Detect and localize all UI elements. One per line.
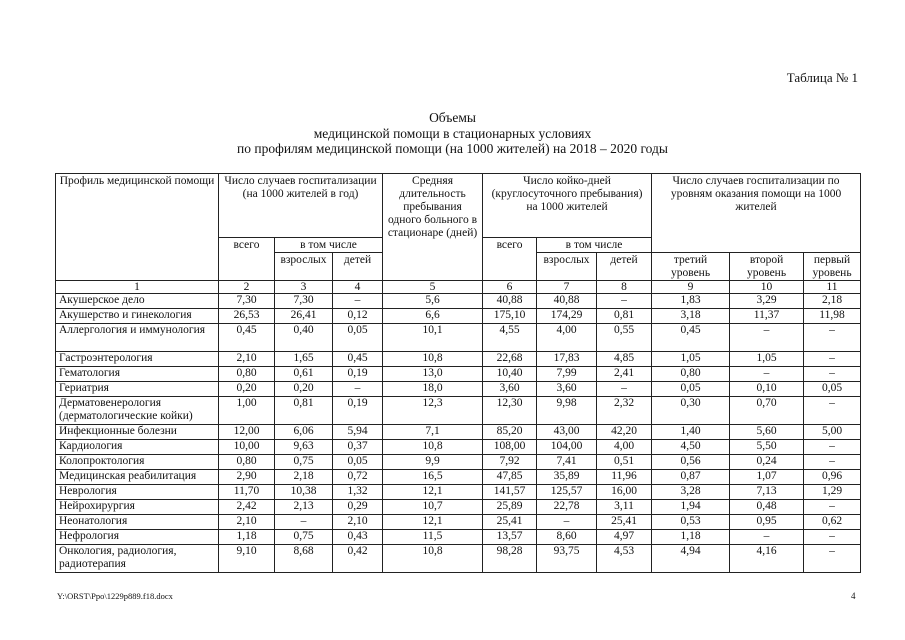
row-value-cell: 0,75	[275, 455, 333, 470]
row-value-cell: –	[730, 367, 804, 382]
row-value-cell: 0,29	[333, 500, 383, 515]
row-value-cell: 0,19	[333, 397, 383, 425]
row-value-cell: 9,98	[537, 397, 597, 425]
row-value-cell: 0,81	[597, 309, 652, 324]
column-number: 6	[483, 281, 537, 294]
row-value-cell: 2,18	[275, 470, 333, 485]
row-value-cell: –	[537, 515, 597, 530]
row-value-cell: –	[804, 545, 861, 573]
row-profile-name: Дерматовенерология (дерматологические койки)	[56, 397, 219, 425]
row-value-cell: 174,29	[537, 309, 597, 324]
row-value-cell: 10,7	[383, 500, 483, 515]
row-value-cell: –	[804, 500, 861, 515]
row-profile-name: Колопроктология	[56, 455, 219, 470]
row-profile-name: Акушерство и гинекология	[56, 309, 219, 324]
row-value-cell: 1,32	[333, 485, 383, 500]
row-value-cell: 2,42	[219, 500, 275, 515]
row-profile-name: Гематология	[56, 367, 219, 382]
table-row	[56, 515, 861, 530]
row-value-cell: 4,16	[730, 545, 804, 573]
row-value-cell: –	[804, 530, 861, 545]
row-value-cell: 0,40	[275, 324, 333, 352]
table-row	[56, 294, 861, 309]
row-profile-name: Нефрология	[56, 530, 219, 545]
row-value-cell: 98,28	[483, 545, 537, 573]
row-profile-name: Аллергология и иммунология	[56, 324, 219, 352]
row-value-cell: 6,06	[275, 425, 333, 440]
row-value-cell: 16,00	[597, 485, 652, 500]
row-value-cell: 11,98	[804, 309, 861, 324]
row-value-cell: 3,29	[730, 294, 804, 309]
row-value-cell: 25,41	[597, 515, 652, 530]
row-value-cell: 1,94	[652, 500, 730, 515]
row-value-cell: 5,50	[730, 440, 804, 455]
row-value-cell: 1,29	[804, 485, 861, 500]
row-value-cell: 9,10	[219, 545, 275, 573]
row-value-cell: 5,94	[333, 425, 383, 440]
row-value-cell: 43,00	[537, 425, 597, 440]
row-value-cell: 40,88	[483, 294, 537, 309]
header-bed-days: Число койко-дней (круглосуточного пребывания) на 1000 жителей	[483, 174, 652, 238]
row-value-cell: 4,00	[597, 440, 652, 455]
row-value-cell: 10,1	[383, 324, 483, 352]
page-title	[0, 110, 905, 157]
header-cases-including: в том числе	[275, 238, 383, 253]
table-row	[56, 500, 861, 515]
row-value-cell: 3,60	[483, 382, 537, 397]
volumes-table	[55, 173, 861, 573]
row-value-cell: 0,51	[597, 455, 652, 470]
column-number: 9	[652, 281, 730, 294]
row-value-cell: 6,6	[383, 309, 483, 324]
row-value-cell: 0,05	[804, 382, 861, 397]
row-profile-name: Неврология	[56, 485, 219, 500]
row-value-cell: 42,20	[597, 425, 652, 440]
row-value-cell: 10,8	[383, 440, 483, 455]
header-bd-total: всего	[483, 238, 537, 281]
row-value-cell: 0,05	[333, 455, 383, 470]
row-value-cell: 0,37	[333, 440, 383, 455]
row-value-cell: 7,1	[383, 425, 483, 440]
column-number: 1	[56, 281, 219, 294]
column-number: 7	[537, 281, 597, 294]
row-value-cell: 0,75	[275, 530, 333, 545]
row-value-cell: 93,75	[537, 545, 597, 573]
row-value-cell: 9,9	[383, 455, 483, 470]
row-value-cell: 0,48	[730, 500, 804, 515]
column-number: 5	[383, 281, 483, 294]
table-row	[56, 455, 861, 470]
row-value-cell: 0,62	[804, 515, 861, 530]
row-value-cell: 4,55	[483, 324, 537, 352]
row-value-cell: 7,41	[537, 455, 597, 470]
header-bd-children: детей	[597, 253, 652, 281]
row-value-cell: 13,0	[383, 367, 483, 382]
column-number: 8	[597, 281, 652, 294]
row-value-cell: 0,43	[333, 530, 383, 545]
row-value-cell: 0,45	[333, 352, 383, 367]
row-value-cell: 4,97	[597, 530, 652, 545]
row-value-cell: 1,05	[730, 352, 804, 367]
table-row	[56, 324, 861, 352]
header-cases: Число случаев госпитализации (на 1000 жителей в год)	[219, 174, 383, 238]
column-number: 3	[275, 281, 333, 294]
row-value-cell: 10,40	[483, 367, 537, 382]
title-line-1: Объемы	[429, 110, 476, 125]
row-value-cell: 1,00	[219, 397, 275, 425]
header-cases-children: детей	[333, 253, 383, 281]
row-value-cell: 26,41	[275, 309, 333, 324]
row-value-cell: 0,05	[652, 382, 730, 397]
column-number: 10	[730, 281, 804, 294]
row-value-cell: –	[275, 515, 333, 530]
row-value-cell: 85,20	[483, 425, 537, 440]
row-value-cell: –	[597, 382, 652, 397]
row-value-cell: 4,85	[597, 352, 652, 367]
row-value-cell: 0,55	[597, 324, 652, 352]
row-value-cell: 16,5	[383, 470, 483, 485]
header-bd-including: в том числе	[537, 238, 652, 253]
row-profile-name: Нейрохирургия	[56, 500, 219, 515]
row-value-cell: 22,68	[483, 352, 537, 367]
table-row	[56, 485, 861, 500]
row-value-cell: 141,57	[483, 485, 537, 500]
row-value-cell: –	[730, 530, 804, 545]
row-value-cell: 1,83	[652, 294, 730, 309]
row-value-cell: 11,70	[219, 485, 275, 500]
row-value-cell: 18,0	[383, 382, 483, 397]
row-value-cell: 25,89	[483, 500, 537, 515]
table-row	[56, 397, 861, 425]
row-value-cell: 0,80	[219, 367, 275, 382]
row-value-cell: 1,07	[730, 470, 804, 485]
row-value-cell: 0,72	[333, 470, 383, 485]
row-value-cell: 0,81	[275, 397, 333, 425]
row-value-cell: 22,78	[537, 500, 597, 515]
row-value-cell: 2,18	[804, 294, 861, 309]
row-value-cell: 125,57	[537, 485, 597, 500]
row-value-cell: 1,05	[652, 352, 730, 367]
row-value-cell: 0,20	[275, 382, 333, 397]
header-avg-duration: Средняя длительность пребывания одного больного в стационаре (дней)	[383, 174, 483, 281]
row-value-cell: –	[333, 382, 383, 397]
row-value-cell: 10,00	[219, 440, 275, 455]
row-value-cell: 0,12	[333, 309, 383, 324]
table-number: Таблица № 1	[786, 70, 858, 85]
title-line-2: медицинской помощи в стационарных условиях	[313, 125, 592, 141]
row-value-cell: 0,56	[652, 455, 730, 470]
row-value-cell: 7,30	[219, 294, 275, 309]
row-value-cell: 12,1	[383, 515, 483, 530]
row-value-cell: 9,63	[275, 440, 333, 455]
row-value-cell: 0,20	[219, 382, 275, 397]
row-value-cell: 10,8	[383, 352, 483, 367]
header-level2: второй уровень	[730, 253, 804, 281]
row-value-cell: 2,10	[333, 515, 383, 530]
column-number-row	[56, 281, 861, 294]
row-value-cell: 35,89	[537, 470, 597, 485]
row-value-cell: 0,45	[652, 324, 730, 352]
row-value-cell: –	[804, 397, 861, 425]
row-value-cell: 17,83	[537, 352, 597, 367]
row-value-cell: 2,10	[219, 352, 275, 367]
row-value-cell: –	[597, 294, 652, 309]
row-value-cell: 0,70	[730, 397, 804, 425]
row-value-cell: 0,61	[275, 367, 333, 382]
row-value-cell: 10,8	[383, 545, 483, 573]
row-value-cell: 3,11	[597, 500, 652, 515]
row-value-cell: 1,40	[652, 425, 730, 440]
row-value-cell: 26,53	[219, 309, 275, 324]
row-value-cell: –	[804, 440, 861, 455]
row-value-cell: 0,30	[652, 397, 730, 425]
row-value-cell: –	[804, 455, 861, 470]
row-value-cell: 7,30	[275, 294, 333, 309]
row-value-cell: 25,41	[483, 515, 537, 530]
row-value-cell: –	[730, 324, 804, 352]
row-value-cell: 3,60	[537, 382, 597, 397]
row-value-cell: 10,38	[275, 485, 333, 500]
row-value-cell: 0,24	[730, 455, 804, 470]
row-value-cell: 7,13	[730, 485, 804, 500]
row-value-cell: 1,65	[275, 352, 333, 367]
row-value-cell: 104,00	[537, 440, 597, 455]
row-value-cell: 4,00	[537, 324, 597, 352]
row-value-cell: 4,53	[597, 545, 652, 573]
row-value-cell: 0,19	[333, 367, 383, 382]
header-cases-total: всего	[219, 238, 275, 281]
row-value-cell: –	[804, 352, 861, 367]
row-value-cell: 0,87	[652, 470, 730, 485]
column-number: 4	[333, 281, 383, 294]
column-number: 11	[804, 281, 861, 294]
row-value-cell: –	[333, 294, 383, 309]
row-value-cell: 11,5	[383, 530, 483, 545]
row-profile-name: Кардиология	[56, 440, 219, 455]
row-value-cell: 0,05	[333, 324, 383, 352]
header-levels: Число случаев госпитализации по уровням оказания помощи на 1000 жителей	[652, 174, 861, 253]
row-value-cell: 2,10	[219, 515, 275, 530]
row-value-cell: 40,88	[537, 294, 597, 309]
row-value-cell: 5,00	[804, 425, 861, 440]
row-value-cell: 2,13	[275, 500, 333, 515]
row-value-cell: 12,3	[383, 397, 483, 425]
row-profile-name: Акушерское дело	[56, 294, 219, 309]
row-value-cell: 4,50	[652, 440, 730, 455]
row-value-cell: 8,60	[537, 530, 597, 545]
row-value-cell: 12,1	[383, 485, 483, 500]
row-value-cell: 13,57	[483, 530, 537, 545]
row-value-cell: 0,42	[333, 545, 383, 573]
row-value-cell: 11,37	[730, 309, 804, 324]
row-value-cell: 12,00	[219, 425, 275, 440]
row-profile-name: Гастроэнтерология	[56, 352, 219, 367]
row-value-cell: 11,96	[597, 470, 652, 485]
row-profile-name: Инфекционные болезни	[56, 425, 219, 440]
row-value-cell: –	[804, 324, 861, 352]
header-level3: третий уровень	[652, 253, 730, 281]
row-profile-name: Онкология, радиология, радиотерапия	[56, 545, 219, 573]
header-profile: Профиль медицинской помощи	[56, 174, 219, 281]
row-value-cell: 3,28	[652, 485, 730, 500]
row-value-cell: 4,94	[652, 545, 730, 573]
row-value-cell: 5,60	[730, 425, 804, 440]
row-value-cell: 2,41	[597, 367, 652, 382]
table-row	[56, 367, 861, 382]
row-value-cell: 0,96	[804, 470, 861, 485]
row-profile-name: Гериатрия	[56, 382, 219, 397]
row-value-cell: 8,68	[275, 545, 333, 573]
table-row	[56, 440, 861, 455]
row-value-cell: 0,10	[730, 382, 804, 397]
table-row	[56, 530, 861, 545]
table-row	[56, 352, 861, 367]
row-profile-name: Неонатология	[56, 515, 219, 530]
row-value-cell: 1,18	[219, 530, 275, 545]
row-value-cell: 1,18	[652, 530, 730, 545]
page-number: 4	[851, 591, 856, 601]
footer-file-path: Y:\ORST\Ppo\1229p889.f18.docx	[57, 591, 173, 601]
row-value-cell: 0,45	[219, 324, 275, 352]
row-profile-name: Медицинская реабилитация	[56, 470, 219, 485]
row-value-cell: –	[804, 367, 861, 382]
row-value-cell: 0,80	[219, 455, 275, 470]
header-bd-adults: взрослых	[537, 253, 597, 281]
column-number: 2	[219, 281, 275, 294]
row-value-cell: 0,95	[730, 515, 804, 530]
row-value-cell: 7,92	[483, 455, 537, 470]
row-value-cell: 12,30	[483, 397, 537, 425]
row-value-cell: 7,99	[537, 367, 597, 382]
row-value-cell: 108,00	[483, 440, 537, 455]
row-value-cell: 3,18	[652, 309, 730, 324]
row-value-cell: 2,32	[597, 397, 652, 425]
row-value-cell: 175,10	[483, 309, 537, 324]
table-row	[56, 309, 861, 324]
header-level1: первый уровень	[804, 253, 861, 281]
row-value-cell: 5,6	[383, 294, 483, 309]
table-row	[56, 382, 861, 397]
row-value-cell: 0,53	[652, 515, 730, 530]
title-line-3: по профилям медицинской помощи (на 1000 жителей) на 2018 – 2020 годы	[237, 141, 668, 156]
header-cases-adults: взрослых	[275, 253, 333, 281]
table-row	[56, 470, 861, 485]
table-row	[56, 425, 861, 440]
table-row	[56, 545, 861, 573]
row-value-cell: 47,85	[483, 470, 537, 485]
row-value-cell: 0,80	[652, 367, 730, 382]
row-value-cell: 2,90	[219, 470, 275, 485]
